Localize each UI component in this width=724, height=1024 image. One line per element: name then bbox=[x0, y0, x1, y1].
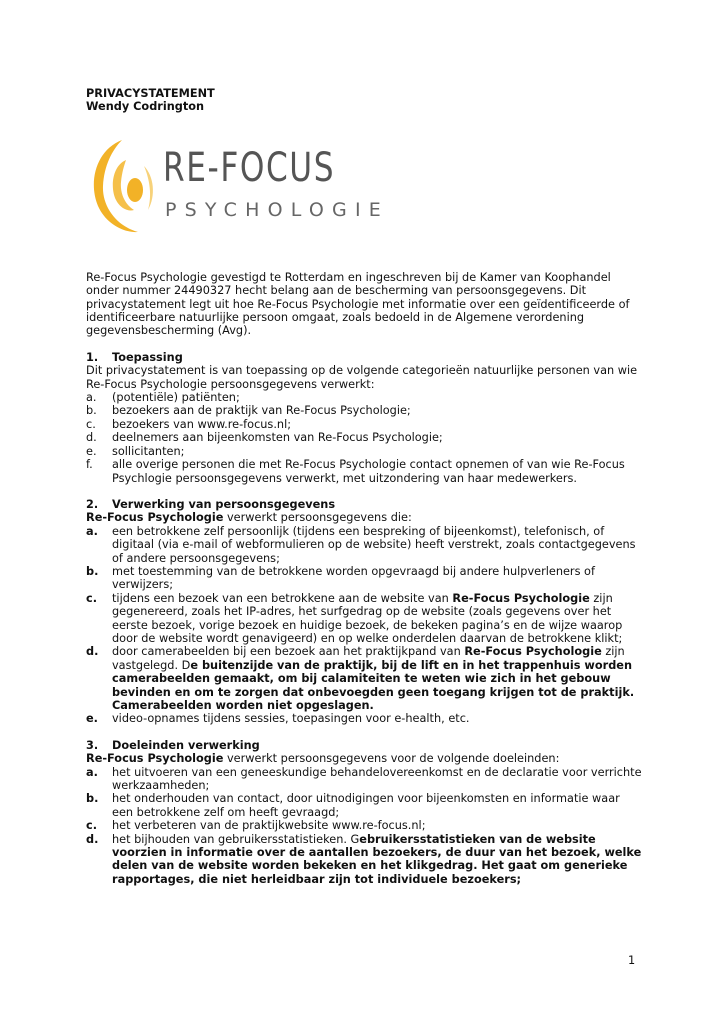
document-author: Wendy Codrington bbox=[86, 100, 205, 114]
list-letter: d. bbox=[86, 832, 99, 846]
section-intro-text: verwerkt persoonsgegevens die: bbox=[223, 511, 412, 525]
list-letter: d. bbox=[86, 431, 97, 445]
list-letter: c. bbox=[86, 591, 97, 605]
list-letter: b. bbox=[86, 792, 99, 806]
list-item bbox=[86, 792, 642, 819]
section-verwerking bbox=[86, 498, 642, 726]
list-letter: b. bbox=[86, 564, 99, 578]
category-list bbox=[86, 391, 642, 485]
list-letter: f. bbox=[86, 458, 93, 472]
page-number: 1 bbox=[628, 954, 636, 967]
list-text-part: zijn vastgelegd. D bbox=[112, 645, 625, 672]
list-text bbox=[112, 833, 642, 887]
purpose-list bbox=[86, 766, 642, 887]
section-number: 3. bbox=[86, 738, 99, 752]
section-intro bbox=[86, 752, 642, 765]
brand-name: Re-Focus Psychologie bbox=[452, 591, 590, 605]
list-item bbox=[86, 565, 642, 592]
list-letter: a. bbox=[86, 524, 98, 538]
list-letter: a. bbox=[86, 391, 97, 405]
list-item bbox=[86, 833, 642, 887]
list-item bbox=[86, 645, 642, 712]
list-text-part: het bijhouden van gebruikersstatistieken. G bbox=[112, 832, 360, 846]
section-heading bbox=[86, 351, 642, 364]
list-text: alle overige personen die met Re-Focus Psychologie contact opnemen of van wie Re-Focus Psychlogie persoonsgegevens verwerkt, met uitzondering van haar medewerkers. bbox=[112, 458, 625, 485]
document-body bbox=[86, 87, 642, 899]
section-intro: Dit privacystatement is van toepassing op de volgende categorieën natuurlijke personen van wie Re-Focus Psychologie persoonsgegevens verwerkt: bbox=[86, 364, 638, 391]
list-item bbox=[86, 418, 642, 431]
list-text: het onderhouden van contact, door uitnodigingen voor bijeenkomsten en informatie waar een betrokkene zelf om heeft gevraagd; bbox=[112, 792, 620, 819]
list-text: bezoekers van www.re-focus.nl; bbox=[112, 417, 292, 431]
camera-notice: e buitenzijde van de praktijk, bij de lift en in het trappenhuis worden camerabeelden gemaakt, om bij calamiteiten te weten wie zich in het gebouw bevinden en om te zorgen dat onbevoegden geen toegang krijgen tot de praktijk. Camerabeelden worden niet opgeslagen. bbox=[112, 658, 635, 712]
list-text: bezoekers aan de praktijk van Re-Focus Psychologie; bbox=[112, 404, 411, 418]
list-item bbox=[86, 445, 642, 458]
list-item bbox=[86, 431, 642, 444]
document-title: PRIVACYSTATEMENT bbox=[86, 87, 215, 100]
logo-mark-icon bbox=[86, 136, 160, 236]
section-doeleinden bbox=[86, 739, 642, 886]
brand-name: Re-Focus Psychologie bbox=[86, 511, 224, 525]
list-item bbox=[86, 819, 642, 832]
re-focus-logo bbox=[86, 136, 642, 236]
list-letter: b. bbox=[86, 404, 97, 418]
section-title: Doeleinden verwerking bbox=[112, 738, 260, 752]
list-item bbox=[86, 391, 642, 404]
list-item bbox=[86, 404, 642, 417]
list-item bbox=[86, 525, 642, 565]
list-text-part: zijn gegenereerd, zoals het IP-adres, het surfgedrag op de website (zoals gegevens over het eerste bezoek, vorige bezoek en huidige bezoek, de bekeken pagina’s en de wijze waarop door de website wordt genavigeerd) en op welke onderdelen daarvan de betrokkene klikt; bbox=[112, 591, 623, 645]
list-text bbox=[112, 592, 642, 646]
section-number: 2. bbox=[86, 497, 99, 511]
section-heading bbox=[86, 739, 642, 752]
list-text: het uitvoeren van een geneeskundige behandelovereenkomst en de declaratie voor verrichte werkzaamheden; bbox=[112, 765, 642, 793]
statistics-notice: ebruikersstatistieken van de website voorzien in informatie over de aantallen bezoekers, de duur van het bezoek, welke delen van de website worden bekeken en het klikgedrag. Het gaat om generieke rapportages, die niet herleidbaar zijn tot individuele bezoekers; bbox=[112, 832, 642, 886]
section-intro-text: verwerkt persoonsgegevens voor de volgende doeleinden: bbox=[223, 752, 560, 766]
list-letter: e. bbox=[86, 712, 98, 726]
section-intro bbox=[86, 511, 642, 524]
logo-subtitle: PSYCHOLOGIE bbox=[165, 198, 389, 221]
brand-name: Re-Focus Psychologie bbox=[86, 752, 224, 766]
section-number: 1. bbox=[86, 350, 99, 364]
list-text bbox=[112, 645, 642, 712]
list-letter: a. bbox=[86, 765, 98, 779]
list-item bbox=[86, 458, 642, 485]
list-text: video-opnames tijdens sessies, toepasingen voor e-health, etc. bbox=[112, 712, 470, 726]
section-title: Toepassing bbox=[112, 350, 183, 364]
data-source-list bbox=[86, 525, 642, 726]
list-item bbox=[86, 712, 642, 725]
list-text-part: door camerabeelden bij een bezoek aan het praktijkpand van bbox=[112, 645, 465, 659]
intro-paragraph: Re-Focus Psychologie gevestigd te Rotterdam en ingeschreven bij de Kamer van Koophandel onder nummer 24490327 hecht belang aan de bescherming van persoonsgegevens. Dit privacystatement legt uit hoe Re-Focus Psychologie met informatie over een geïdentificeerde of identificeerbare natuurlijke persoon omgaat, zoals bedoeld in de Algemene verordening gegevensbescherming (Avg). bbox=[86, 270, 630, 338]
list-text: (potentiële) patiënten; bbox=[112, 391, 240, 405]
section-title: Verwerking van persoonsgegevens bbox=[112, 497, 336, 511]
list-item bbox=[86, 592, 642, 646]
list-text-part: tijdens een bezoek van een betrokkene aan de website van bbox=[112, 591, 453, 605]
list-text: deelnemers aan bijeenkomsten van Re-Focus Psychologie; bbox=[112, 431, 443, 445]
list-letter: c. bbox=[86, 417, 96, 431]
list-text: sollicitanten; bbox=[112, 444, 185, 458]
brand-name: Re-Focus Psychologie bbox=[464, 645, 602, 659]
logo-name: RE-FOCUS bbox=[163, 144, 336, 191]
document-header bbox=[86, 87, 642, 114]
list-text: met toestemming van de betrokkene worden opgevraagd bij andere hulpverleners of verwijzers; bbox=[112, 564, 595, 592]
list-letter: c. bbox=[86, 819, 97, 833]
list-letter: d. bbox=[86, 645, 99, 659]
section-toepassing bbox=[86, 351, 642, 485]
list-text: een betrokkene zelf persoonlijk (tijdens een bespreking of bijeenkomst), telefonisch, of digitaal (via e-mail of webformulieren op de website) heeft verstrekt, zoals contactgegevens of andere persoonsgegevens; bbox=[112, 524, 636, 565]
list-text: het verbeteren van de praktijkwebsite www.re-focus.nl; bbox=[112, 819, 426, 833]
section-heading bbox=[86, 498, 642, 511]
list-letter: e. bbox=[86, 444, 97, 458]
list-item bbox=[86, 766, 642, 793]
